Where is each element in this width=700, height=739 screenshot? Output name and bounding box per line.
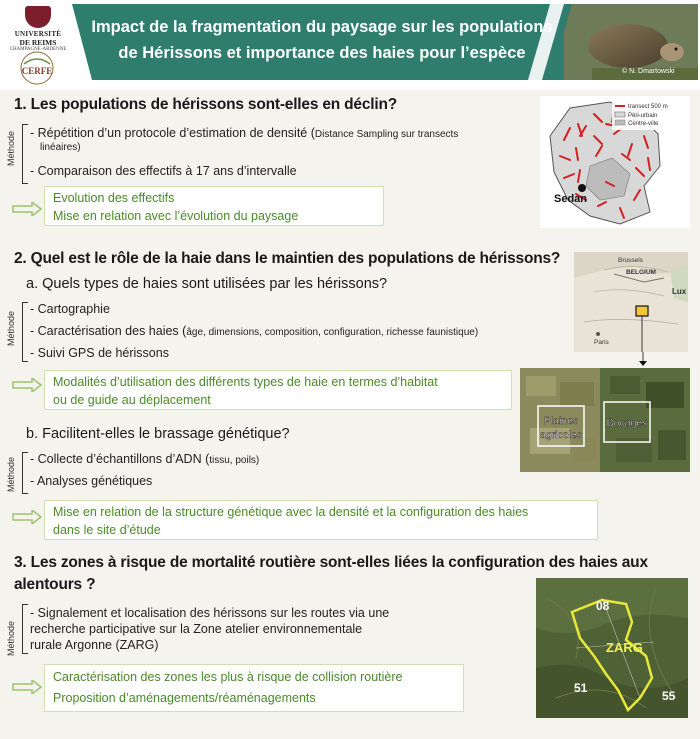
university-name-line2: DE REIMS (19, 38, 57, 47)
brussels-label: Brussels (618, 257, 643, 264)
section2a-item1: - Cartographie (30, 302, 110, 316)
section2a-item2 (30, 324, 478, 338)
sedan-label: Sedan (554, 193, 588, 205)
section3-item1: - Signalement et localisation des hérissons sur les routes via une (30, 606, 390, 620)
cerfe-logo (6, 50, 68, 88)
section2a-methode-label: Méthode (6, 310, 16, 346)
section2b-output-line2: dans le site d’étude (53, 523, 161, 537)
legend-peri-urbain: Péri-urbain (628, 113, 658, 119)
section1-item1-text: - Répétition d’un protocole d’estimation de densité ( (30, 126, 315, 140)
university-name-line1: UNIVERSITÉ (14, 30, 62, 38)
study-site-marker-icon (636, 306, 648, 316)
university-name-line3: CHAMPAGNE-ARDENNE (9, 47, 67, 52)
section3-item1-line2: recherche participative sur la Zone atelier environnementale (30, 622, 363, 636)
legend-transect: transect 500 m (628, 104, 668, 110)
section1-heading: 1. Les populations de hérissons sont-elles en déclin? (14, 96, 398, 113)
locator-arrow-icon (638, 352, 648, 366)
section3-heading-line2: alentours ? (14, 576, 96, 593)
aerial-label-bocages: Bocages (606, 417, 648, 429)
section1-item1 (30, 126, 458, 140)
section2b-item2: - Analyses génétiques (30, 474, 153, 488)
page-title-line1: Impact de la fragmentation du paysage sur les populations (91, 18, 553, 36)
section2b-item1-text: - Collecte d’échantillons d’ADN ( (30, 452, 210, 466)
university-logo (8, 6, 68, 52)
section2a-output-line1: Modalités d’utilisation des différents types de haie en termes d’habitat (53, 375, 438, 389)
zarg-label: ZARG (606, 640, 643, 655)
aerial-landscape-photo (520, 368, 690, 472)
section2-sub-a: a. Quels types de haies sont utilisées par les hérissons? (26, 276, 388, 292)
section2a-arrow-icon (12, 378, 42, 392)
section2a-item2-text: - Caractérisation des haies ( (30, 324, 187, 338)
section2b-bracket (22, 452, 28, 494)
section1-item1-detail: Distance Sampling sur transects (314, 129, 459, 140)
section2b-methode-label: Méthode (6, 456, 16, 492)
section2b-output-box (44, 500, 598, 540)
zarg-map (536, 578, 688, 718)
section2a-bracket (22, 302, 28, 362)
university-crest-icon (25, 6, 51, 28)
paris-label: Paris (594, 339, 609, 346)
belgium-label: BELGIUM (626, 269, 656, 276)
dept-51-label: 51 (574, 681, 588, 695)
sedan-marker-icon (578, 184, 586, 192)
section2a-item2-detail: âge, dimensions, composition, configuration, richesse faunistique) (186, 327, 479, 338)
photo-credit: © N. Dmartowski (622, 68, 675, 75)
legend-centre-ville: Centre-ville (628, 121, 659, 127)
page-title (82, 14, 562, 66)
section3-methode-label: Méthode (6, 620, 16, 656)
section1-output-line1: Evolution des effectifs (53, 191, 175, 205)
section2a-output-box (44, 370, 512, 410)
dept-55-label: 55 (662, 689, 676, 703)
section2b-arrow-icon (12, 510, 42, 524)
section3-output-line2: Proposition d’aménagements/réaménagements (53, 691, 316, 705)
section2-heading: 2. Quel est le rôle de la haie dans le maintien des populations de hérissons? (14, 250, 561, 267)
cerfe-logo-text: CERFE (21, 66, 53, 76)
lux-label: Lux (672, 287, 687, 296)
section2b-item1-detail: tissu, poils) (209, 455, 260, 466)
section1-arrow-icon (12, 202, 42, 216)
page-title-line2: de Hérissons et importance des haies pour l’espèce (118, 44, 526, 62)
section1-methode-label: Méthode (6, 130, 16, 166)
section3-arrow-icon (12, 680, 42, 694)
section3-bracket (22, 604, 28, 654)
section2b-item1 (30, 452, 259, 466)
europe-locator-map (574, 252, 688, 352)
section2b-output-line1: Mise en relation de la structure génétique avec la densité et la configuration des haies (53, 505, 529, 519)
section2-sub-b: b. Facilitent-elles le brassage génétique? (26, 426, 290, 442)
section1-item2: - Comparaison des effectifs à 17 ans d’intervalle (30, 164, 297, 178)
hedgehog-photo (588, 24, 668, 68)
section3-output-line1: Caractérisation des zones les plus à risque de collision routière (53, 670, 403, 684)
section3-output-box (44, 664, 464, 712)
aerial-label-agricoles: agricoles (539, 429, 583, 441)
aerial-label-plaines: Plaines (543, 415, 579, 427)
section2a-item3: - Suivi GPS de hérissons (30, 346, 169, 360)
section3-item1-line3: rurale Argonne (ZARG) (30, 638, 159, 652)
dept-08-label: 08 (596, 599, 610, 613)
sedan-transect-map (540, 96, 690, 228)
section1-bracket (22, 124, 28, 184)
section2a-output-line2: ou de guide au déplacement (53, 393, 211, 407)
section1-item1-line2: linéaires) (40, 142, 81, 153)
section3-heading-line1: 3. Les zones à risque de mortalité routière sont-elles liées la configuration des haies aux (14, 554, 648, 571)
section1-output-box (44, 186, 384, 226)
section1-output-line2: Mise en relation avec l’évolution du paysage (53, 209, 299, 223)
